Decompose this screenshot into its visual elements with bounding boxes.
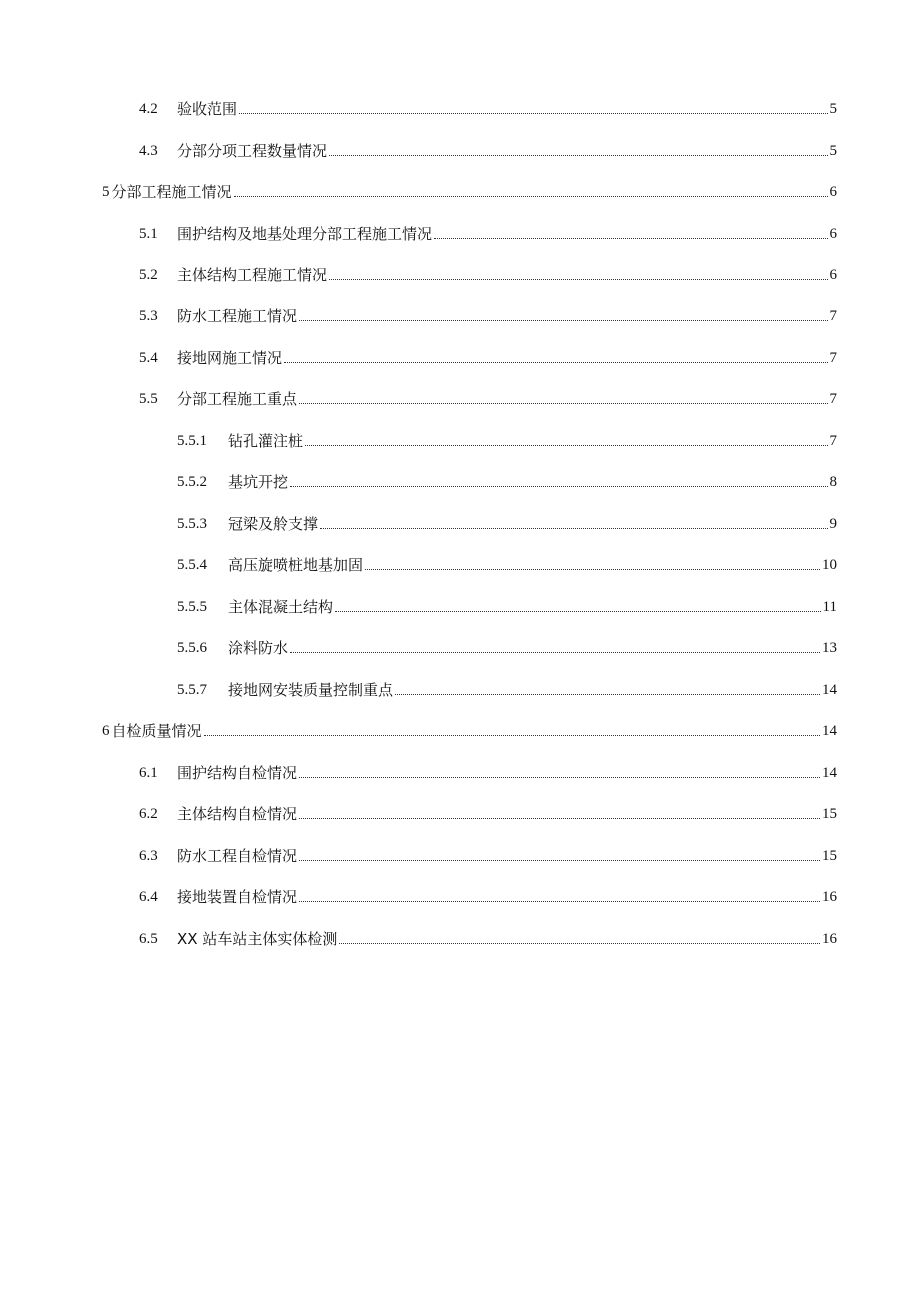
toc-number: 5.3 bbox=[139, 308, 158, 324]
toc-leader bbox=[299, 777, 820, 778]
toc-title: 主体结构自检情况 bbox=[177, 805, 298, 823]
toc-entry-5-5-3[interactable] bbox=[177, 508, 837, 534]
toc-page-number: 14 bbox=[822, 723, 837, 739]
toc-leader bbox=[299, 403, 827, 404]
toc-leader bbox=[339, 943, 820, 944]
toc-title: 防水工程自检情况 bbox=[177, 847, 298, 865]
toc-leader bbox=[284, 362, 827, 363]
toc-title: 接地网施工情况 bbox=[177, 349, 283, 367]
toc-page-number: 14 bbox=[822, 765, 837, 781]
toc-number: 5.5.1 bbox=[177, 433, 207, 449]
toc-number: 5.5.2 bbox=[177, 474, 207, 490]
toc-number: 5.5.4 bbox=[177, 557, 207, 573]
toc-page-number: 6 bbox=[829, 184, 837, 200]
toc-leader bbox=[320, 528, 827, 529]
toc-title: 主体结构工程施工情况 bbox=[177, 266, 328, 284]
toc-title: 分部分项工程数量情况 bbox=[177, 142, 328, 160]
toc-number: 5.1 bbox=[139, 226, 158, 242]
toc-leader bbox=[335, 611, 821, 612]
toc-title: 分部工程施工重点 bbox=[177, 390, 298, 408]
toc-number: 5.5.6 bbox=[177, 640, 207, 656]
toc-entry-5-5-7[interactable] bbox=[177, 674, 837, 700]
toc-entry-6[interactable] bbox=[102, 715, 837, 741]
toc-leader bbox=[329, 279, 827, 280]
toc-number: 5.5.5 bbox=[177, 599, 207, 615]
toc-title: 基坑开挖 bbox=[228, 473, 289, 491]
toc-entry-5-5[interactable] bbox=[139, 383, 837, 409]
toc-page-number: 5 bbox=[829, 143, 837, 159]
toc-entry-6-3[interactable] bbox=[139, 840, 837, 866]
toc-leader bbox=[299, 860, 820, 861]
toc-number: 5.5 bbox=[139, 391, 158, 407]
toc-leader bbox=[290, 652, 820, 653]
toc-title: 分部工程施工情况 bbox=[111, 183, 232, 201]
toc-leader bbox=[434, 238, 827, 239]
toc-leader bbox=[329, 155, 827, 156]
toc-page-number: 13 bbox=[822, 640, 837, 656]
toc-leader bbox=[365, 569, 820, 570]
toc-leader bbox=[239, 113, 827, 114]
toc-entry-6-1[interactable] bbox=[139, 757, 837, 783]
toc-number: 5.5.3 bbox=[177, 516, 207, 532]
toc-page-number: 15 bbox=[822, 806, 837, 822]
toc-page-number: 7 bbox=[829, 433, 837, 449]
toc-page-number: 14 bbox=[822, 682, 837, 698]
toc-number: 4.2 bbox=[139, 101, 158, 117]
toc-number: 6.1 bbox=[139, 765, 158, 781]
toc-leader bbox=[305, 445, 827, 446]
toc-number: 6.2 bbox=[139, 806, 158, 822]
toc-title: 自检质量情况 bbox=[111, 722, 202, 740]
toc-number: 6.4 bbox=[139, 889, 158, 905]
toc-number: 5.2 bbox=[139, 267, 158, 283]
toc-number: 6.3 bbox=[139, 848, 158, 864]
toc-entry-5[interactable] bbox=[102, 176, 837, 202]
toc-leader bbox=[290, 486, 827, 487]
toc-entry-6-5[interactable] bbox=[139, 923, 837, 949]
toc-page-number: 6 bbox=[829, 226, 837, 242]
toc-page-number: 11 bbox=[822, 599, 837, 615]
toc-number: 5 bbox=[102, 184, 110, 200]
toc-page-number: 7 bbox=[829, 391, 837, 407]
toc-title: 验收范围 bbox=[177, 100, 238, 118]
toc-leader bbox=[234, 196, 828, 197]
toc-title: 涂料防水 bbox=[228, 639, 289, 657]
toc-title: 高压旋喷桩地基加固 bbox=[228, 556, 364, 574]
toc-entry-5-3[interactable] bbox=[139, 300, 837, 326]
toc-page-number: 7 bbox=[829, 308, 837, 324]
toc-leader bbox=[204, 735, 820, 736]
toc-leader bbox=[299, 901, 820, 902]
toc-title: 围护结构及地基处理分部工程施工情况 bbox=[177, 225, 433, 243]
toc-entry-5-5-4[interactable] bbox=[177, 549, 837, 575]
toc-entry-5-5-5[interactable] bbox=[177, 591, 837, 617]
toc-entry-4-2[interactable] bbox=[139, 93, 837, 119]
toc-title: 防水工程施工情况 bbox=[177, 307, 298, 325]
toc-number: 5.5.7 bbox=[177, 682, 207, 698]
toc-page-number: 15 bbox=[822, 848, 837, 864]
toc-entry-4-3[interactable] bbox=[139, 135, 837, 161]
toc-page-number: 10 bbox=[822, 557, 837, 573]
toc-number: 5.4 bbox=[139, 350, 158, 366]
toc-page-number: 16 bbox=[822, 931, 837, 947]
toc-entry-5-5-2[interactable] bbox=[177, 466, 837, 492]
toc-title: XX 站车站主体实体检测 bbox=[177, 930, 338, 948]
toc-leader bbox=[299, 320, 827, 321]
toc-title: 冠梁及舲支撑 bbox=[228, 515, 319, 533]
toc-entry-6-4[interactable] bbox=[139, 881, 837, 907]
toc-page-number: 8 bbox=[829, 474, 837, 490]
toc-page-number: 7 bbox=[829, 350, 837, 366]
toc-page-number: 5 bbox=[829, 101, 837, 117]
toc-entry-5-5-1[interactable] bbox=[177, 425, 837, 451]
toc-entry-6-2[interactable] bbox=[139, 798, 837, 824]
toc-page-number: 16 bbox=[822, 889, 837, 905]
toc-title: 主体混凝土结构 bbox=[228, 598, 334, 616]
toc-number: 6.5 bbox=[139, 931, 158, 947]
toc-title: 钻孔灌注桩 bbox=[228, 432, 304, 450]
toc-number: 4.3 bbox=[139, 143, 158, 159]
toc-title: 围护结构自检情况 bbox=[177, 764, 298, 782]
toc-page-number: 6 bbox=[829, 267, 837, 283]
toc-number: 6 bbox=[102, 723, 110, 739]
toc-entry-5-2[interactable] bbox=[139, 259, 837, 285]
toc-entry-5-4[interactable] bbox=[139, 342, 837, 368]
toc-entry-5-1[interactable] bbox=[139, 218, 837, 244]
toc-title: 接地网安装质量控制重点 bbox=[228, 681, 394, 699]
toc-leader bbox=[299, 818, 820, 819]
toc-title: 接地装置自检情况 bbox=[177, 888, 298, 906]
toc-leader bbox=[395, 694, 820, 695]
toc-page-number: 9 bbox=[829, 516, 837, 532]
toc-entry-5-5-6[interactable] bbox=[177, 632, 837, 658]
